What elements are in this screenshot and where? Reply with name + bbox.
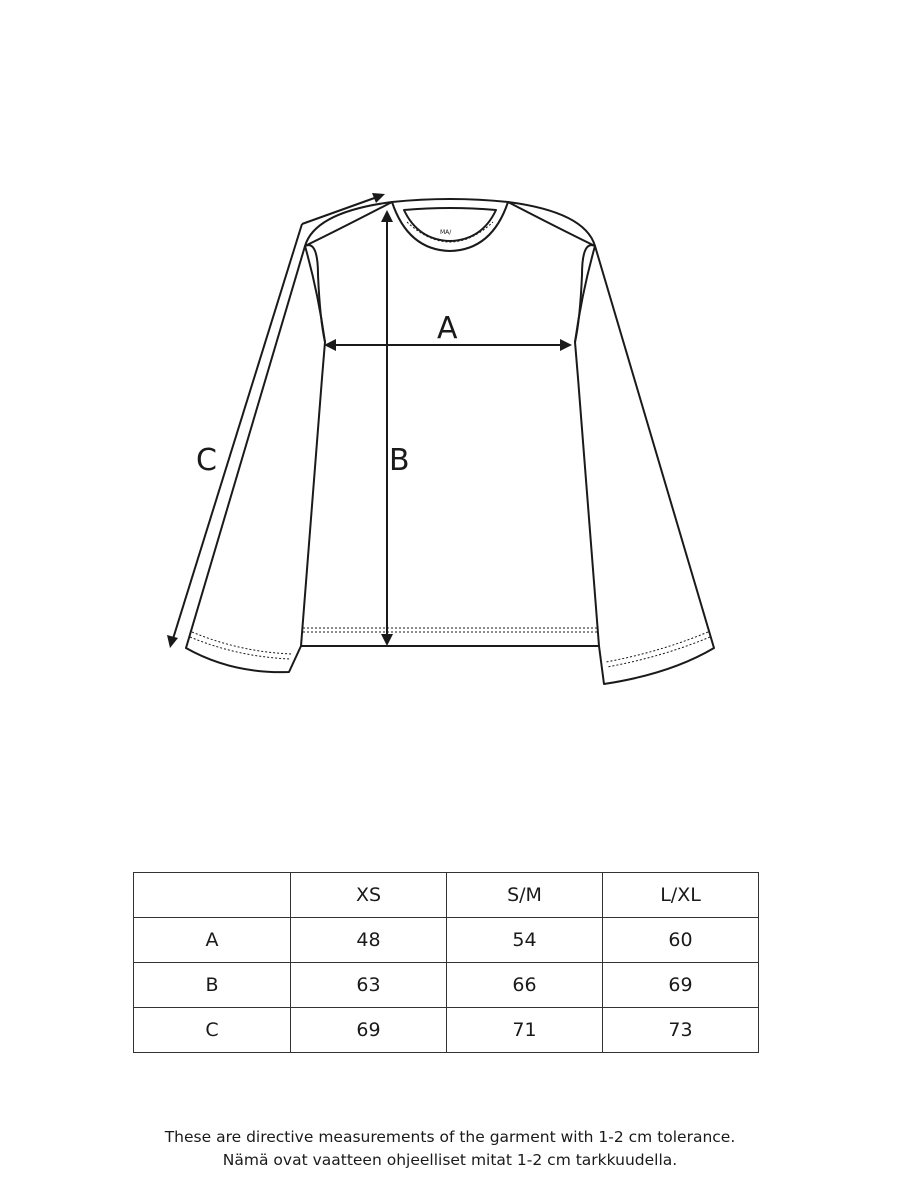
- shoulder-seams: [305, 245, 595, 275]
- arrowhead: [381, 634, 393, 646]
- collar: [392, 199, 508, 251]
- tolerance-note: [0, 1126, 900, 1172]
- table-corner-cell: [134, 873, 291, 918]
- arrowhead: [167, 635, 178, 648]
- table-cell: 71: [447, 1008, 603, 1053]
- measure-c-shoulder-arrow: [302, 196, 380, 224]
- measure-c-label: C: [196, 443, 217, 478]
- garment-outline: [301, 202, 599, 646]
- tolerance-note-english: These are directive measurements of the garment with 1-2 cm tolerance.: [164, 1128, 736, 1146]
- size-header-lxl: L/XL: [603, 873, 759, 918]
- table-cell: 63: [291, 963, 447, 1008]
- measure-a-label: A: [437, 311, 458, 346]
- row-label: A: [134, 918, 291, 963]
- table-row: [134, 963, 759, 1008]
- table-row: [134, 1008, 759, 1053]
- size-table: [133, 872, 759, 1053]
- arrowhead: [560, 339, 572, 351]
- table-row: [134, 918, 759, 963]
- size-header-sm: S/M: [447, 873, 603, 918]
- measure-b-label: B: [389, 443, 410, 478]
- row-label: C: [134, 1008, 291, 1053]
- hem-stitching: [303, 628, 597, 632]
- table-cell: 60: [603, 918, 759, 963]
- tolerance-note-finnish: Nämä ovat vaatteen ohjeelliset mitat 1-2 cm tarkkuudella.: [222, 1151, 678, 1169]
- arrowhead: [381, 210, 393, 222]
- table-cell: 73: [603, 1008, 759, 1053]
- right-cuff-stitching: [606, 632, 710, 667]
- right-sleeve: [508, 202, 714, 684]
- table-cell: 69: [603, 963, 759, 1008]
- table-cell: 48: [291, 918, 447, 963]
- table-header-row: [134, 873, 759, 918]
- row-label: B: [134, 963, 291, 1008]
- table-cell: 54: [447, 918, 603, 963]
- neck-label: MA/: [440, 229, 452, 236]
- table-cell: 66: [447, 963, 603, 1008]
- size-header-xs: XS: [291, 873, 447, 918]
- measure-c-arrow: [172, 224, 302, 642]
- table-cell: 69: [291, 1008, 447, 1053]
- left-sleeve: [186, 202, 392, 672]
- left-cuff-stitching: [190, 632, 292, 659]
